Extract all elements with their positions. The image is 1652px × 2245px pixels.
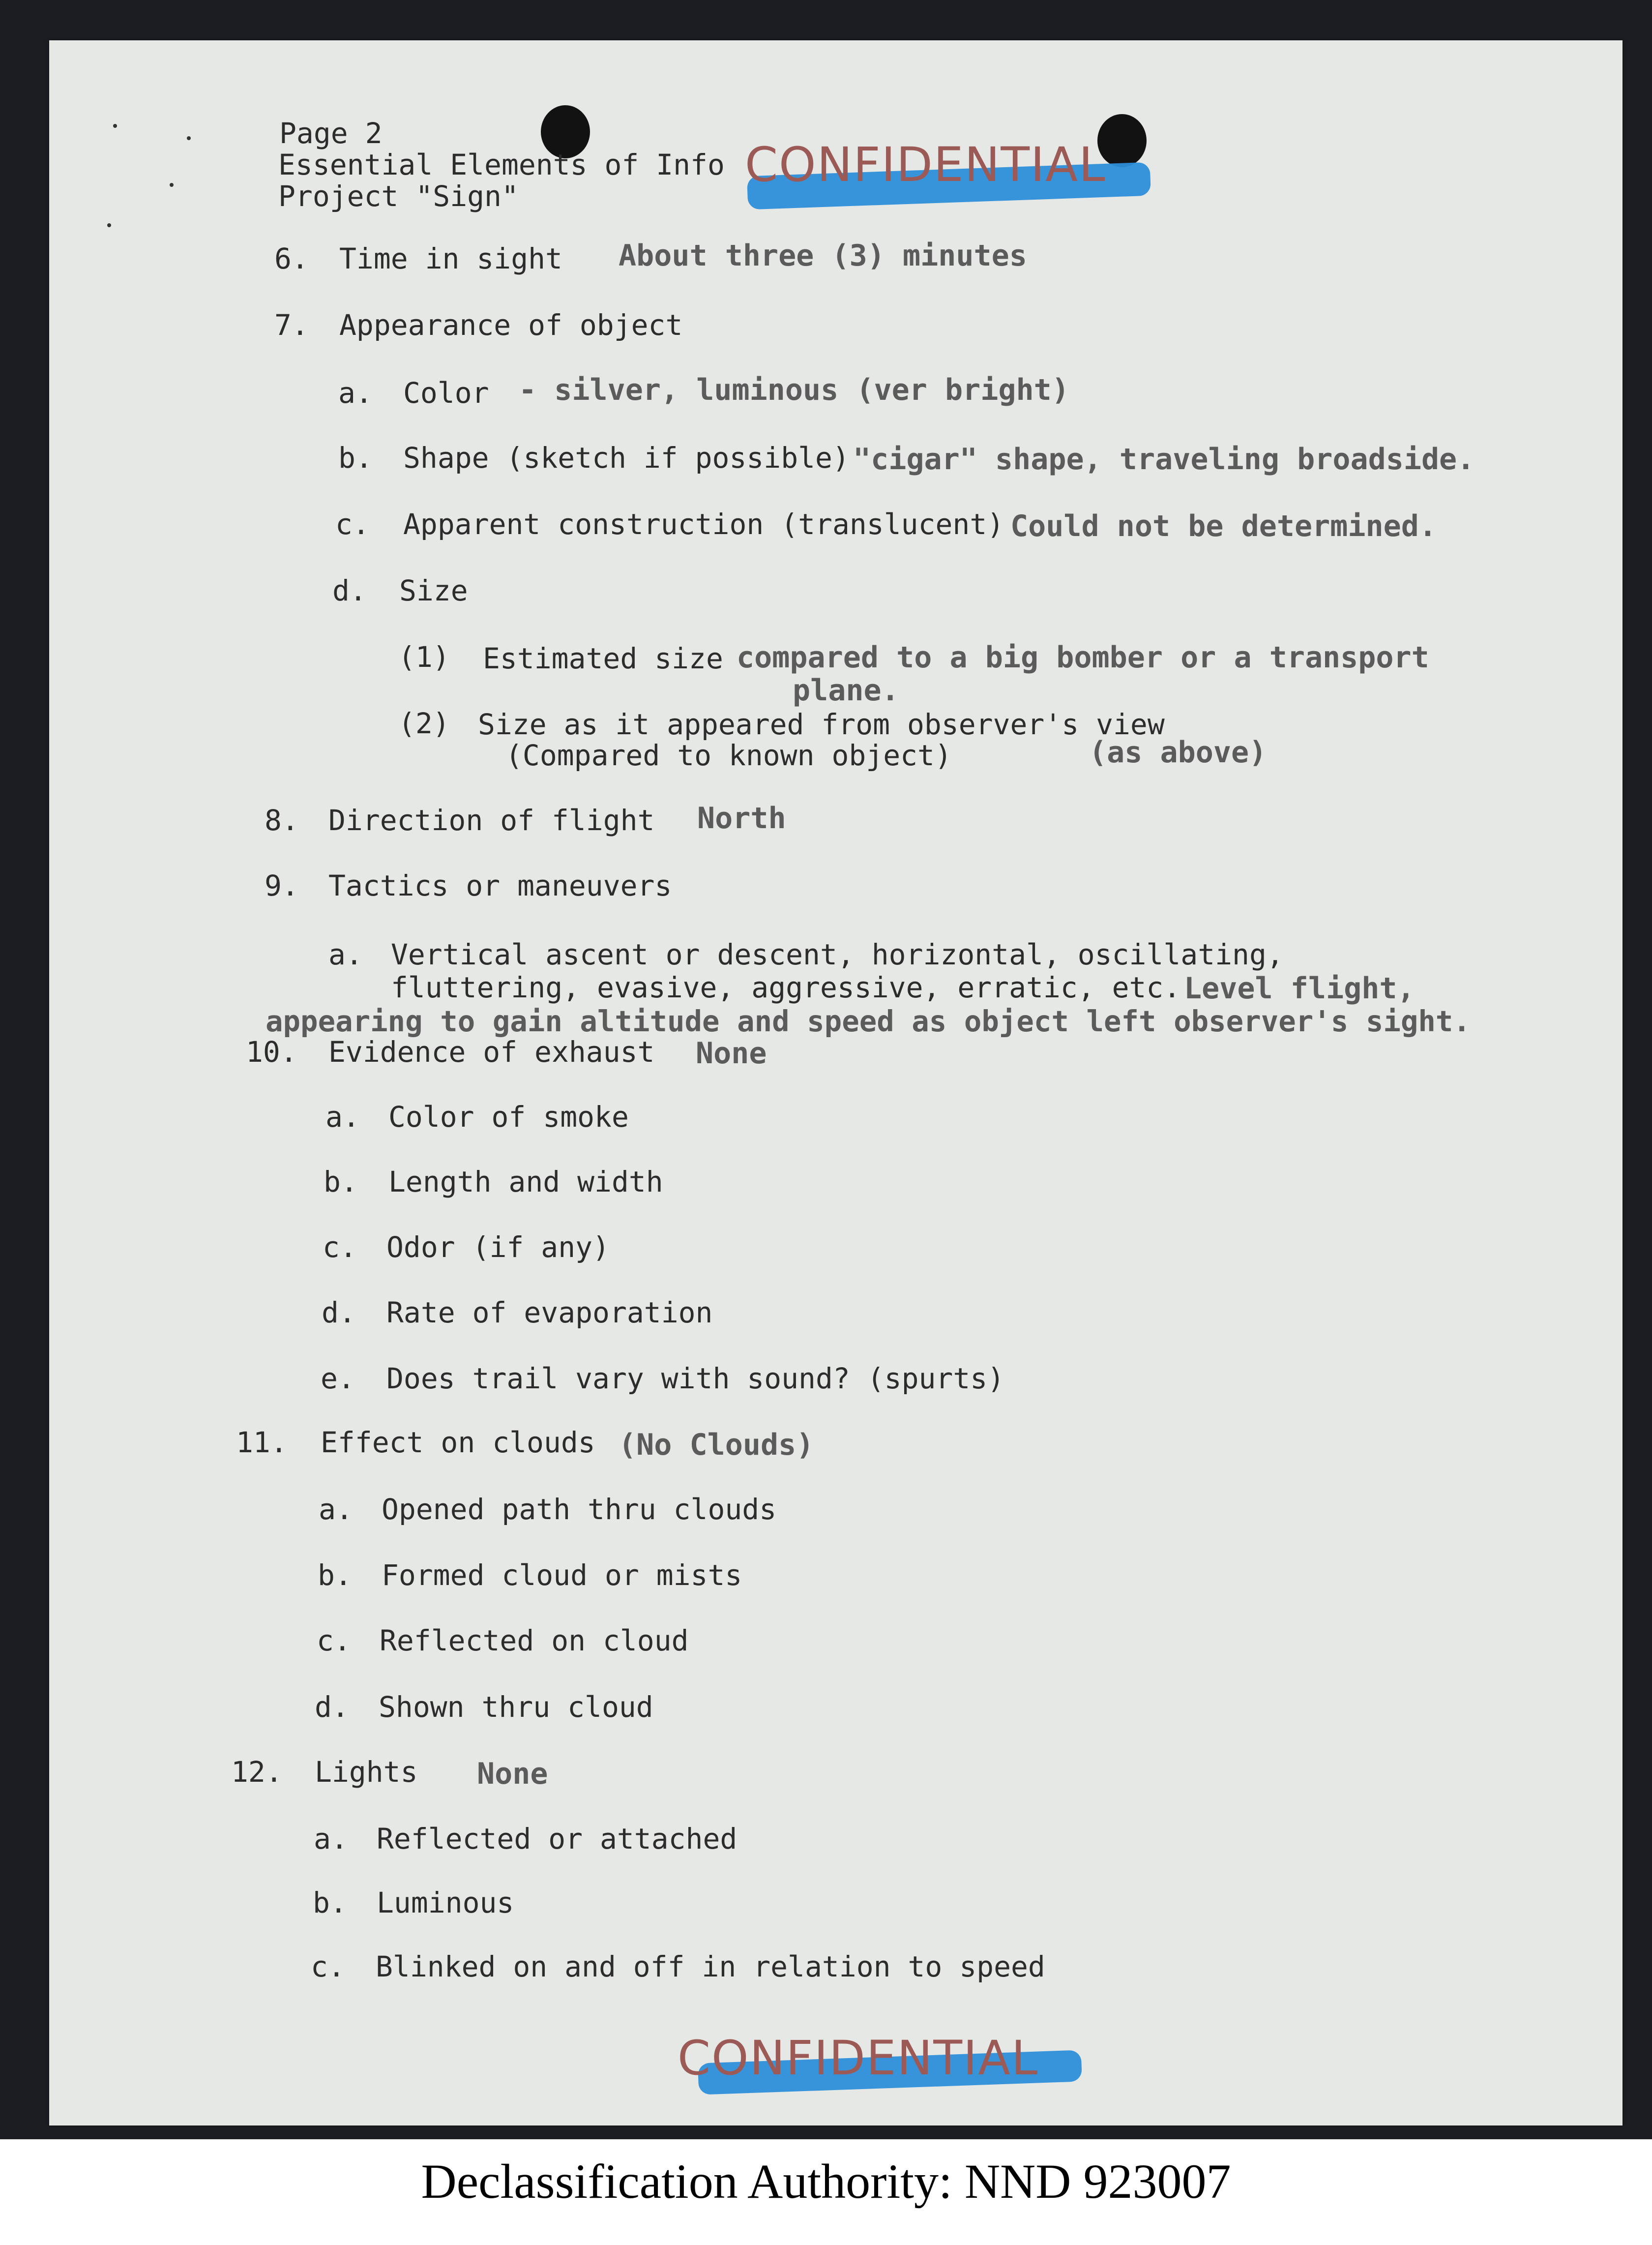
item-11-answer: (No Clouds)	[619, 1428, 814, 1462]
item-10e-number: e.	[321, 1362, 355, 1395]
item-7c-answer: Could not be determined.	[1010, 509, 1437, 543]
item-7c-label: Apparent construction (translucent)	[403, 508, 1004, 541]
item-7d-number: d.	[332, 574, 367, 607]
header-project: Project "Sign"	[278, 180, 519, 213]
item-7b-answer: "cigar" shape, traveling broadside.	[853, 442, 1475, 477]
item-11a-number: a.	[319, 1493, 353, 1526]
item-6-label: Time in sight	[339, 242, 562, 275]
item-8-answer: North	[697, 801, 786, 836]
item-7a-number: a.	[338, 376, 373, 410]
item-10d-label: Rate of evaporation	[386, 1296, 713, 1329]
item-7a-answer: - silver, luminous (ver bright)	[519, 373, 1069, 407]
item-10-number: 10.	[246, 1035, 297, 1069]
item-6-answer: About three (3) minutes	[619, 239, 1027, 273]
item-7d2-answer: (as above)	[1089, 735, 1267, 770]
item-10c-number: c.	[323, 1230, 357, 1264]
item-10b-number: b.	[324, 1165, 358, 1198]
speck	[170, 183, 174, 187]
item-11-label: Effect on clouds	[321, 1426, 595, 1459]
item-11b-number: b.	[318, 1558, 352, 1592]
item-7c-number: c.	[335, 508, 370, 541]
item-12-number: 12.	[231, 1755, 283, 1789]
item-12a-label: Reflected or attached	[377, 1822, 738, 1856]
item-7d-label: Size	[399, 574, 468, 607]
item-11c-number: c.	[317, 1624, 351, 1657]
item-12b-label: Luminous	[377, 1886, 514, 1919]
item-7d1-answer-cont: plane.	[793, 673, 899, 708]
item-7d1-number: (1)	[398, 640, 450, 674]
item-12-answer: None	[477, 1757, 548, 1791]
item-12a-number: a.	[314, 1822, 348, 1856]
speck	[107, 223, 111, 227]
item-10a-label: Color of smoke	[388, 1100, 629, 1134]
item-9a-answer: Level flight,	[1184, 971, 1415, 1006]
item-10e-label: Does trail vary with sound? (spurts)	[386, 1362, 1005, 1395]
header-title: Essential Elements of Info	[278, 148, 725, 181]
item-10-answer: None	[696, 1036, 767, 1071]
confidential-stamp-top: CONFIDENTIAL	[745, 137, 1106, 192]
document-page	[49, 40, 1622, 2125]
item-8-label: Direction of flight	[328, 804, 655, 837]
item-11a-label: Opened path thru clouds	[382, 1493, 777, 1526]
declassification-caption: Declassification Authority: NND 923007	[421, 2154, 1231, 2209]
item-9a-label: Vertical ascent or descent, horizontal, oscillating,	[391, 938, 1284, 971]
item-9a-label-cont: fluttering, evasive, aggressive, erratic, etc.	[391, 971, 1181, 1004]
item-7d1-label: Estimated size	[483, 642, 723, 675]
item-7b-label: Shape (sketch if possible)	[403, 441, 850, 475]
header-page: Page 2	[279, 117, 383, 150]
item-12c-number: c.	[311, 1950, 345, 1983]
item-7d2-number: (2)	[398, 707, 450, 740]
item-11c-label: Reflected on cloud	[380, 1624, 689, 1657]
item-7d2-label: Size as it appeared from observer's view	[478, 708, 1165, 741]
item-7d2-label-cont: (Compared to known object)	[505, 739, 952, 772]
item-9a-number: a.	[328, 938, 363, 971]
confidential-stamp-bottom: CONFIDENTIAL	[678, 2031, 1039, 2086]
item-7d1-answer: compared to a big bomber or a transport	[737, 640, 1429, 675]
item-12b-number: b.	[313, 1886, 347, 1919]
speck	[187, 136, 191, 140]
item-7a-label: Color	[403, 376, 489, 410]
item-11b-label: Formed cloud or mists	[382, 1558, 742, 1592]
item-11d-label: Shown thru cloud	[379, 1690, 653, 1724]
item-10a-number: a.	[325, 1100, 360, 1134]
item-7b-number: b.	[338, 441, 373, 475]
item-9a-answer-cont: appearing to gain altitude and speed as object left observer's sight.	[266, 1004, 1471, 1038]
item-9-number: 9.	[265, 869, 299, 902]
item-8-number: 8.	[265, 804, 299, 837]
item-7-number: 7.	[274, 308, 309, 342]
item-10b-label: Length and width	[388, 1165, 663, 1198]
item-9-label: Tactics or maneuvers	[328, 869, 672, 902]
speck	[113, 124, 117, 128]
item-11-number: 11.	[236, 1426, 288, 1459]
item-10c-label: Odor (if any)	[386, 1230, 610, 1264]
item-12-label: Lights	[315, 1755, 418, 1789]
item-7-label: Appearance of object	[339, 308, 683, 342]
item-12c-label: Blinked on and off in relation to speed	[376, 1950, 1045, 1983]
item-10d-number: d.	[322, 1296, 356, 1329]
item-6-number: 6.	[274, 242, 309, 275]
item-10-label: Evidence of exhaust	[328, 1035, 655, 1069]
item-11d-number: d.	[315, 1690, 349, 1724]
